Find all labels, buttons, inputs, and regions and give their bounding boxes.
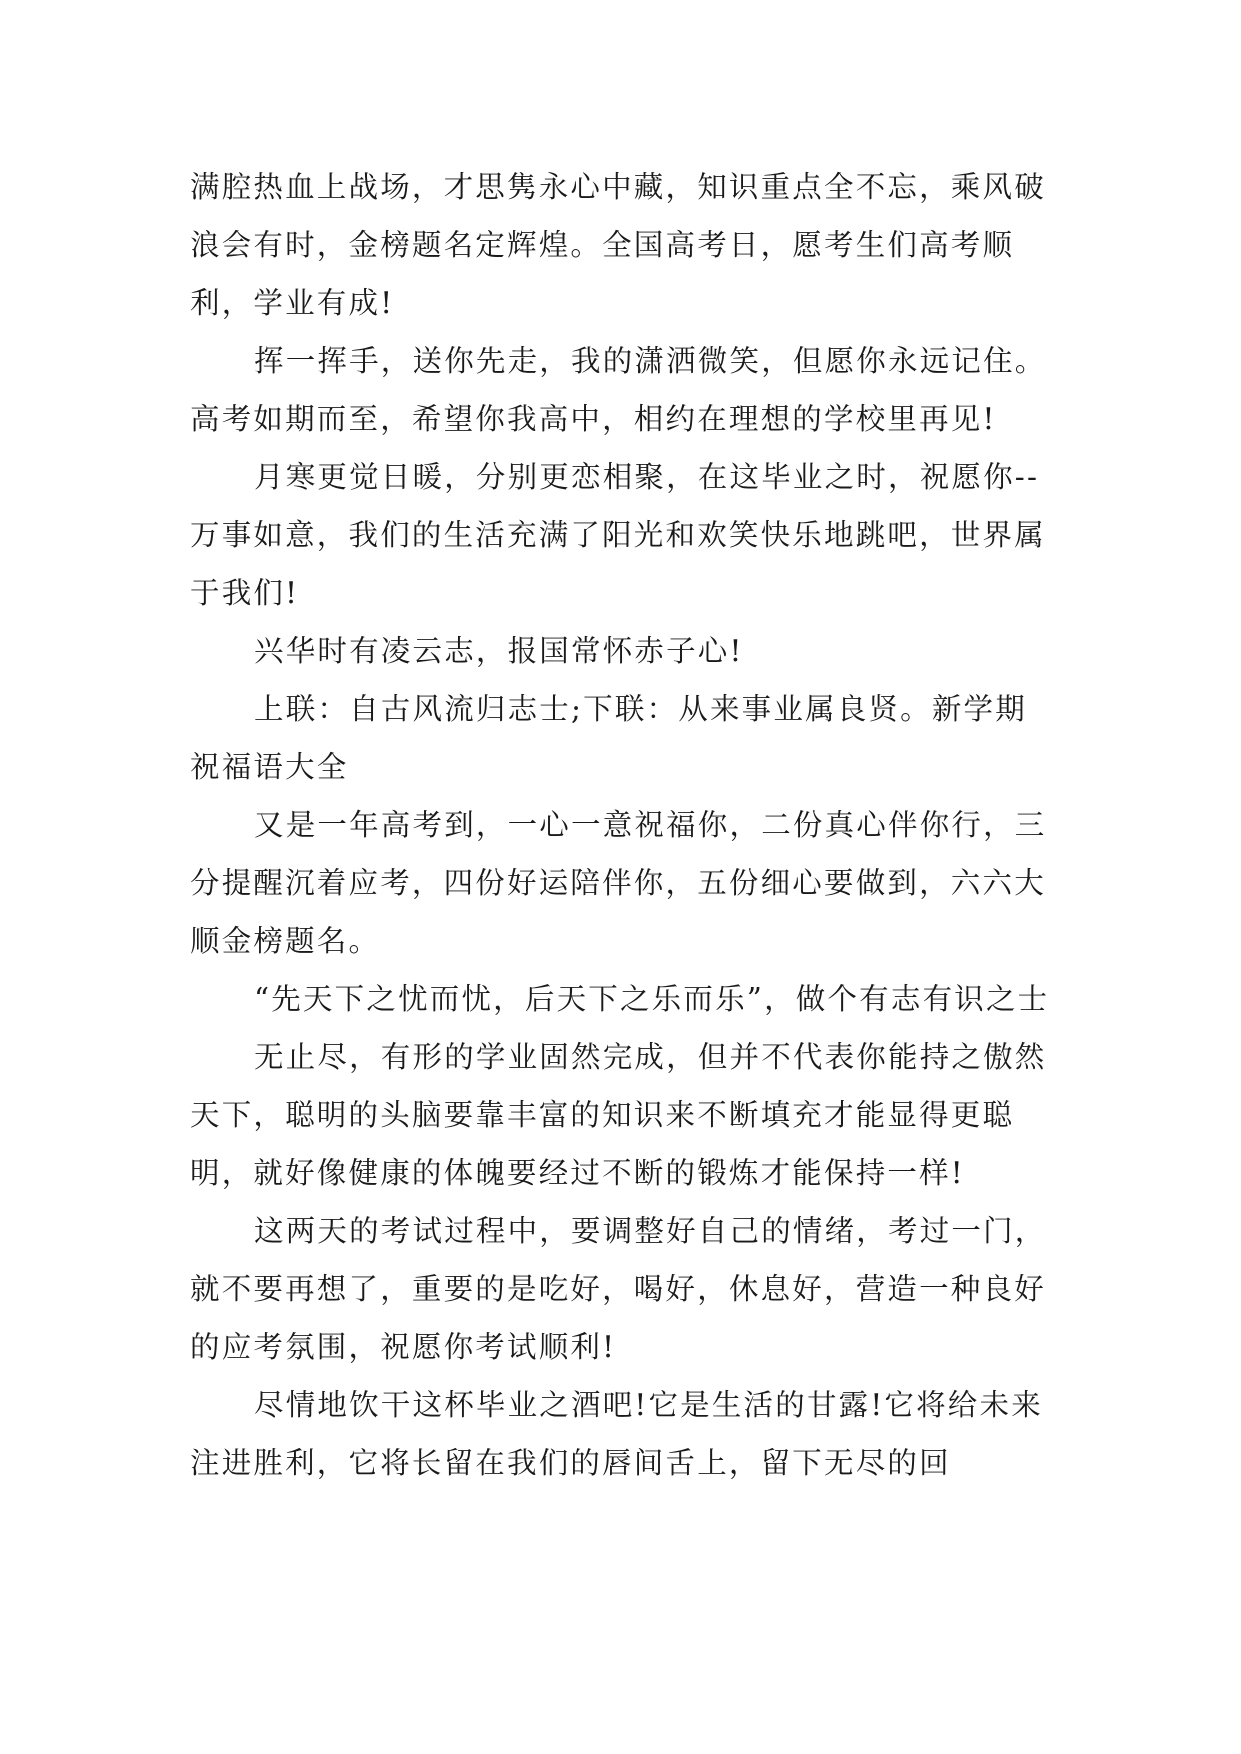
paragraph-5: 上联：自古风流归志士;下联：从来事业属良贤。新学期祝福语大全 xyxy=(190,692,1027,784)
paragraph-8: 无止尽，有形的学业固然完成，但并不代表你能持之傲然天下，聪明的头脑要靠丰富的知识来不断填充才能显得更聪明，就好像健康的体魄要经过不断的锻炼才能保持一样! xyxy=(190,1040,1047,1190)
paragraph-6: 又是一年高考到，一心一意祝福你，二份真心伴你行，三分提醒沉着应考，四份好运陪伴你，五份细心要做到，六六大顺金榜题名。 xyxy=(190,808,1047,958)
paragraph-1: 满腔热血上战场，才思隽永心中藏，知识重点全不忘，乘风破浪会有时，金榜题名定辉煌。全国高考日，愿考生们高考顺利，学业有成! xyxy=(190,170,1046,320)
paragraph-7: “先天下之忧而忧，后天下之乐而乐”，做个有志有识之士 xyxy=(254,982,1050,1016)
paragraph-3: 月寒更觉日暖，分别更恋相聚，在这毕业之时，祝愿你--万事如意，我们的生活充满了阳光和欢笑快乐地跳吧，世界属于我们! xyxy=(190,460,1046,610)
paragraph-10: 尽情地饮干这杯毕业之酒吧!它是生活的甘露!它将给未来注进胜利，它将长留在我们的唇间舌上，留下无尽的回 xyxy=(190,1388,1043,1480)
paragraph-9: 这两天的考试过程中，要调整好自己的情绪，考过一门，就不要再想了，重要的是吃好，喝好，休息好，营造一种良好的应考氛围，祝愿你考试顺利! xyxy=(190,1214,1047,1364)
document-body xyxy=(190,158,1050,1492)
paragraph-4: 兴华时有凌云志，报国常怀赤子心! xyxy=(254,634,744,668)
paragraph-2: 挥一挥手，送你先走，我的潇洒微笑，但愿你永远记住。高考如期而至，希望你我高中，相约在理想的学校里再见! xyxy=(190,344,1047,436)
